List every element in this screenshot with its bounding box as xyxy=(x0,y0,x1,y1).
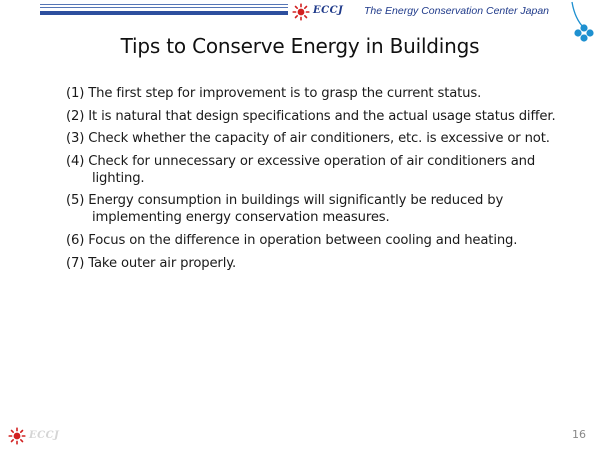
page-number: 16 xyxy=(572,428,586,441)
tip-item: (5) Energy consumption in buildings will significantly be reduced by implementing energy conservation measures. xyxy=(66,193,504,226)
organization-name: The Energy Conservation Center Japan xyxy=(364,5,550,17)
eccj-sun-logo-icon xyxy=(292,3,310,21)
tip-item: (7) Take outer air properly. xyxy=(66,255,237,271)
header-logo-text: ECCJ xyxy=(313,5,344,16)
header-rule-thick xyxy=(40,11,288,15)
header-rule xyxy=(40,7,288,8)
footer-logo-text: ECCJ xyxy=(29,430,60,441)
tip-item: (1) The first step for improvement is to grasp the current status. xyxy=(66,86,482,101)
slide-title: Tips to Conserve Energy in Buildings xyxy=(120,34,480,58)
tip-item: (6) Focus on the difference in operation between cooling and heating. xyxy=(66,232,518,248)
tip-item: (2) It is natural that design specifications and the actual usage status differ. xyxy=(66,108,556,124)
header-rule xyxy=(40,4,288,5)
tips-list xyxy=(66,85,566,277)
tip-item: (3) Check whether the capacity of air conditioners, etc. is excessive or not. xyxy=(66,131,550,147)
tip-item: (4) Check for unnecessary or excessive operation of air conditioners and lighting. xyxy=(66,153,536,186)
eccj-sun-logo-icon xyxy=(8,427,26,445)
